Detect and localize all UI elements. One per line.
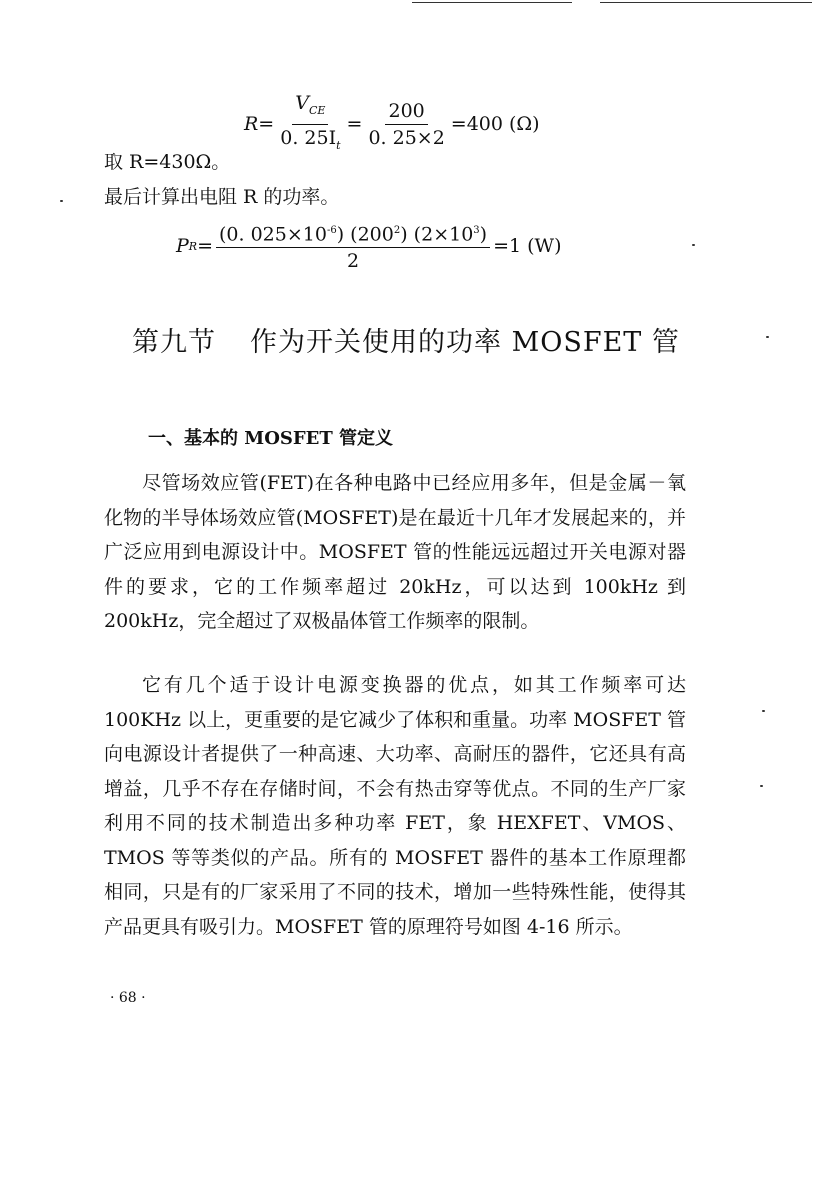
scan-speck — [60, 200, 63, 202]
eq1-fraction-2 — [365, 100, 447, 149]
page-number: · 68 · — [110, 990, 146, 1006]
eq2-lhs-sub: R — [188, 239, 198, 253]
eq2-lhs-p: P — [176, 235, 189, 258]
scan-speck — [762, 710, 765, 712]
eq2-result: =1 (W) — [493, 235, 562, 258]
scan-speck — [760, 785, 763, 787]
section-title: 作为开关使用的功率 MOSFET 管 — [250, 327, 680, 358]
paragraph-1: 尽管场效应管(FET)在各种电路中已经应用多年，但是金属－氧化物的半导体场效应管(MOSFET)是在最近十几年才发展起来的，并广泛应用到电源设计中。MOSFET 管的性能远远超过开关电源对器件的要求，它的工作频率超过 20kHz，可以达到 100kHz 到 200kHz，完全超过了双极晶体管工作频率的限制。 — [104, 472, 686, 632]
top-rule-right — [600, 2, 812, 3]
power-equation — [176, 220, 562, 272]
section-number: 第九节 — [132, 327, 216, 358]
eq1-f1-numerator: V — [295, 92, 310, 114]
section-heading — [132, 320, 680, 359]
eq1-equals: = — [346, 113, 363, 136]
take-resistance-line: 取 R=430Ω。 — [104, 151, 231, 173]
scan-speck — [692, 244, 695, 246]
eq1-f1-denominator-sub: t — [336, 138, 341, 152]
eq1-f1-numerator-sub: CE — [309, 103, 326, 117]
eq1-f1-denominator: 0. 25I — [280, 126, 337, 149]
eq1-result: =400 (Ω) — [450, 113, 540, 136]
paragraph-2: 它有几个适于设计电源变换器的优点，如其工作频率可达 100KHz 以上，更重要的是它减少了体积和重量。功率 MOSFET 管向电源设计者提供了一种高速、大功率、高耐压的器件，它还具有高增益，几乎不存在存储时间，不会有热击穿等优点。不同的生产厂家利用不同的技术制造出多种功率 FET，象 HEXFET、VMOS、TMOS 等等类似的产品。所有的 MOSFET 器件的基本工作原理都相同，只是有的厂家采用了不同的技术，增加一些特殊性能，使得其产品更具有吸引力。MOSFET 管的原理符号如图 4-16 所示。 — [104, 674, 686, 938]
resistance-equation — [244, 92, 540, 157]
power-intro-line: 最后计算出电阻 R 的功率。 — [104, 186, 340, 208]
scan-speck — [766, 336, 769, 338]
eq2-denominator: 2 — [347, 250, 360, 273]
eq1-lhs: R= — [244, 113, 275, 136]
subsection-heading: 一、基本的 MOSFET 管定义 — [148, 428, 394, 449]
eq1-f2-numerator: 200 — [385, 100, 427, 125]
eq1-fraction-1 — [277, 92, 343, 157]
eq2-numerator: (0. $025\times 10^{-6}$) $(200^2)$ $(2\times 10^3)$ — [216, 220, 490, 248]
top-rule-left — [412, 2, 572, 3]
eq2-lhs-equals: = — [197, 235, 214, 258]
eq2-fraction — [216, 220, 490, 272]
eq1-f2-denominator: 0. 25×2 — [368, 126, 445, 149]
